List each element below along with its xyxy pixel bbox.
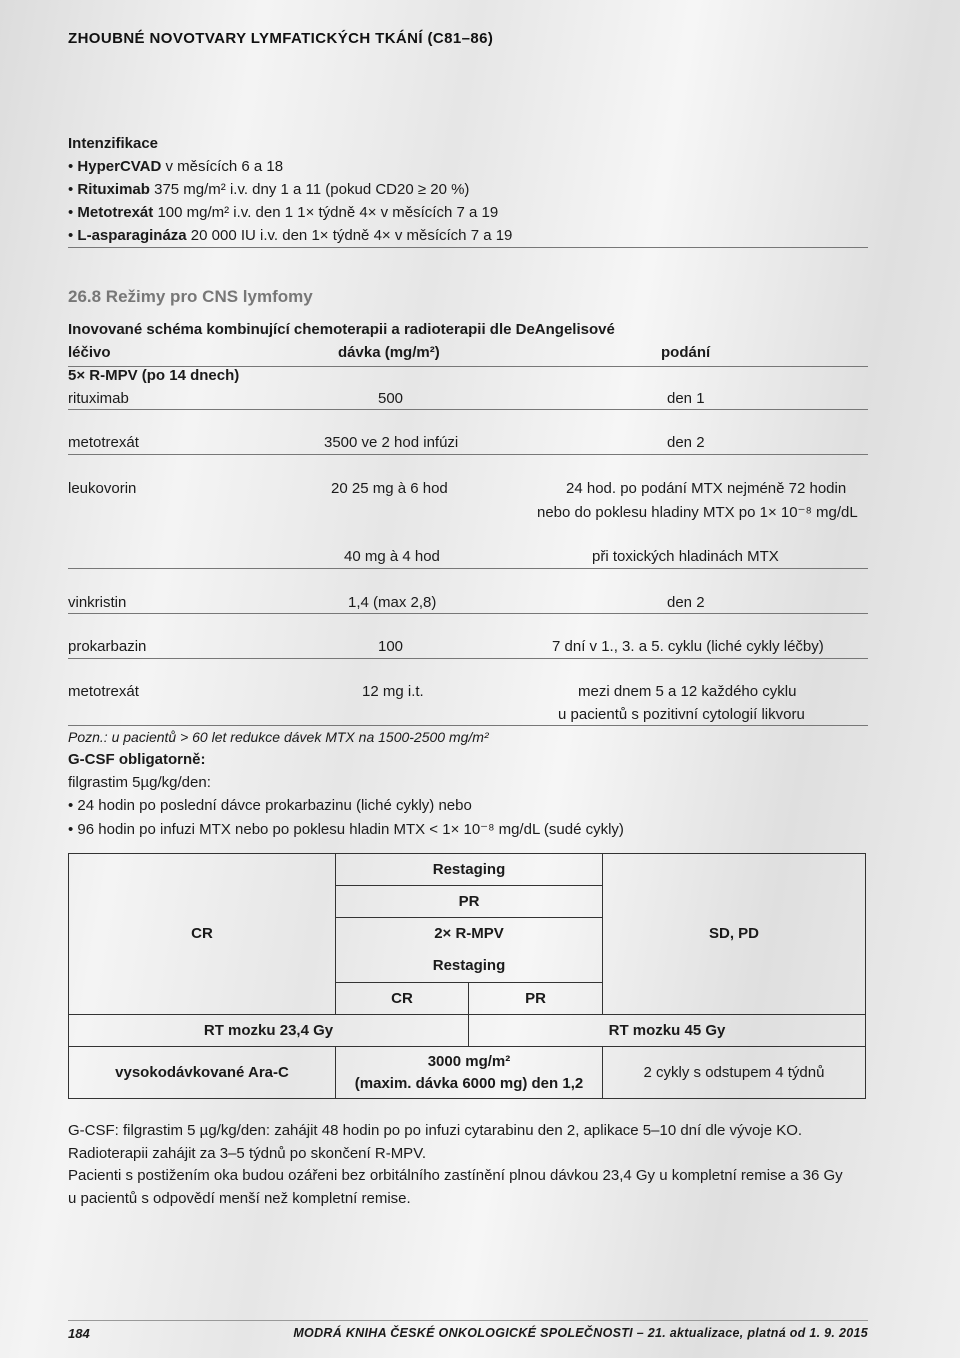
row-admin: 7 dní v 1., 3. a 5. cyklu (liché cykly léčby) — [552, 638, 824, 655]
row-dose: 1,4 (max 2,8) — [348, 594, 437, 611]
item-text: 100 mg/m² i.v. den 1 1× týdně 4× v měsících 7 a 19 — [153, 204, 499, 221]
row-drug: vinkristin — [68, 594, 127, 611]
closing-line: Radioterapii zahájit za 3–5 týdnů po skončení R-MPV. — [68, 1145, 426, 1162]
row-admin: den 2 — [667, 434, 705, 451]
row-drug: metotrexát — [68, 683, 139, 700]
gcsf-heading: G-CSF obligatorně: — [68, 751, 206, 768]
item-drug: HyperCVAD — [77, 158, 162, 175]
page-header-title: ZHOUBNÉ NOVOTVARY LYMFATICKÝCH TKÁNÍ (C81–86) — [68, 30, 494, 47]
row-drug: leukovorin — [68, 480, 137, 497]
flow-rt-right-cell: RT mozku 45 Gy — [468, 1014, 866, 1047]
flow-dose-line1: 3000 mg/m² — [427, 1052, 511, 1070]
gcsf-item: • 96 hodin po infuzi MTX nebo po poklesu hladin MTX < 1× 10⁻⁸ mg/dL (sudé cykly) — [68, 820, 624, 838]
item-drug: Metotrexát — [77, 204, 154, 221]
row-admin: den 2 — [667, 594, 705, 611]
closing-line: u pacientů s odpovědí menší než kompletní remise. — [68, 1190, 411, 1207]
row-dose: 3500 ve 2 hod infúzi — [324, 434, 459, 451]
gcsf-line: filgrastim 5µg/kg/den: — [68, 774, 211, 791]
row-dose: 100 — [378, 638, 404, 655]
footer-text: MODRÁ KNIHA ČESKÉ ONKOLOGICKÉ SPOLEČNOSTI – 21. aktualizace, platná od 1. 9. 2015 — [293, 1326, 868, 1340]
divider — [68, 613, 868, 614]
flow-dose-cell — [335, 1046, 603, 1099]
closing-line: Pacienti s postižením oka budou ozářeni bez orbitálního zastínění plnou dávkou 23,4 Gy u kompletní remise a 36 Gy — [68, 1167, 843, 1184]
row-dose: 40 mg à 4 hod — [344, 548, 440, 565]
item-text: 20 000 IU i.v. den 1× týdně 4× v měsících 7 a 19 — [186, 227, 513, 244]
flow-cr-cell: CR — [68, 853, 336, 1015]
divider — [68, 247, 868, 248]
flow-restaging-cell: Restaging — [335, 853, 603, 886]
flow-arac-cell: vysokodávkované Ara-C — [68, 1046, 336, 1099]
row-admin: 24 hod. po podání MTX nejméně 72 hodin — [566, 480, 847, 497]
intensification-item — [68, 227, 512, 244]
flow-restaging2-label: Restaging — [432, 957, 506, 974]
flow-pr2-cell: PR — [468, 982, 603, 1015]
flow-sdpd-cell: SD, PD — [602, 853, 866, 1015]
col-header-drug: léčivo — [68, 344, 111, 361]
row-admin: den 1 — [667, 390, 705, 407]
divider — [68, 454, 868, 455]
item-text: 375 mg/m² i.v. dny 1 a 11 (pokud CD20 ≥ 20 %) — [149, 181, 470, 198]
row-admin-line2: u pacientů s pozitivní cytologií likvoru — [558, 706, 805, 723]
treatment-flow-table — [68, 853, 866, 1099]
intensification-item — [68, 181, 469, 198]
table-subtitle: Inovované schéma kombinující chemoterapii a radioterapii dle DeAngelisové — [68, 321, 615, 338]
row-admin: při toxických hladinách MTX — [592, 548, 779, 565]
divider — [68, 409, 868, 410]
row-dose: 12 mg i.t. — [362, 683, 424, 700]
group-label: 5× R-MPV (po 14 dnech) — [68, 367, 240, 384]
intensification-item — [68, 204, 498, 221]
flow-cr2-cell: CR — [335, 982, 469, 1015]
page-number: 184 — [68, 1326, 90, 1341]
intensification-heading: Intenzifikace — [68, 135, 159, 152]
row-drug: metotrexát — [68, 434, 139, 451]
gcsf-item: • 24 hodin po poslední dávce prokarbazinu (liché cykly) nebo — [68, 797, 472, 814]
divider — [68, 568, 868, 569]
item-text: v měsících 6 a 18 — [161, 158, 284, 175]
item-drug: L-asparagináza — [77, 227, 187, 244]
note: Pozn.: u pacientů > 60 let redukce dávek MTX na 1500-2500 mg/m² — [68, 729, 489, 745]
row-admin: mezi dnem 5 a 12 každého cyklu — [578, 683, 797, 700]
intensification-item — [68, 158, 283, 175]
flow-cycles-cell: 2 cykly s odstupem 4 týdnů — [602, 1046, 866, 1099]
flow-rmpv-label: 2× R-MPV — [434, 925, 504, 942]
section-title: 26.8 Režimy pro CNS lymfomy — [68, 287, 313, 306]
divider — [68, 725, 868, 726]
flow-rmpv-cell — [335, 917, 603, 983]
flow-dose-line2: (maxim. dávka 6000 mg) den 1,2 — [354, 1074, 584, 1092]
row-drug: rituximab — [68, 390, 129, 407]
col-header-admin: podání — [661, 344, 711, 361]
row-drug: prokarbazin — [68, 638, 147, 655]
flow-rt-left-cell: RT mozku 23,4 Gy — [68, 1014, 469, 1047]
col-header-dose: dávka (mg/m²) — [338, 344, 440, 361]
row-admin-line2: nebo do poklesu hladiny MTX po 1× 10⁻⁸ mg/dL — [537, 504, 858, 521]
flow-pr-cell: PR — [335, 885, 603, 918]
item-drug: Rituximab — [77, 181, 150, 198]
row-dose: 500 — [378, 390, 404, 407]
row-dose: 20 25 mg à 6 hod — [331, 480, 448, 497]
closing-line: G-CSF: filgrastim 5 µg/kg/den: zahájit 48 hodin po po infuzi cytarabinu den 2, aplikace 5–10 dní dle vývoje KO. — [68, 1122, 803, 1139]
footer-divider — [68, 1320, 868, 1321]
divider — [68, 658, 868, 659]
